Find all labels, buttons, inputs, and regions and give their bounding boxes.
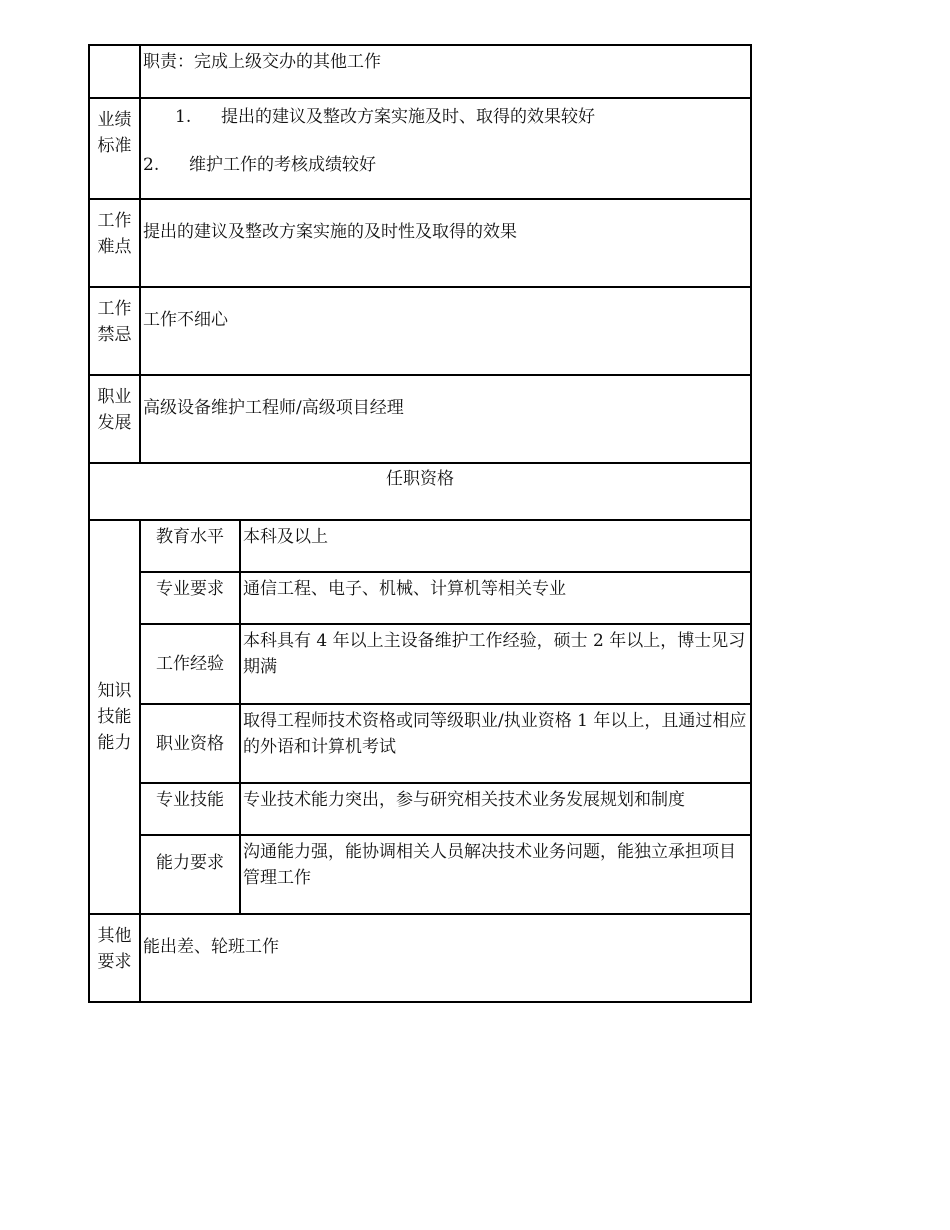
performance-row — [89, 98, 751, 199]
performance-label: 业绩标准 — [89, 98, 140, 199]
career-text: 高级设备维护工程师/高级项目经理 — [140, 375, 751, 463]
knowledge-skills-label: 知识技能能力 — [89, 520, 140, 914]
taboo-label: 工作禁忌 — [89, 287, 140, 375]
qualification-value: 专业技术能力突出，参与研究相关技术业务发展规划和制度 — [240, 783, 751, 835]
other-requirements-label: 其他要求 — [89, 914, 140, 1002]
qualification-row — [89, 783, 751, 835]
duty-row — [89, 45, 751, 98]
list-number: 2. — [143, 155, 160, 175]
qualification-row — [89, 835, 751, 914]
qualification-row — [89, 520, 751, 572]
duty-text: 职责：完成上级交办的其他工作 — [140, 45, 751, 98]
duty-label — [89, 45, 140, 98]
performance-list — [140, 98, 751, 199]
qualification-label: 工作经验 — [140, 624, 240, 704]
career-row — [89, 375, 751, 463]
list-item — [143, 104, 748, 130]
other-requirements-row — [89, 914, 751, 1002]
qualification-label: 专业要求 — [140, 572, 240, 624]
qualification-label: 教育水平 — [140, 520, 240, 572]
list-item — [143, 152, 748, 178]
qualification-row — [89, 572, 751, 624]
qualification-label: 专业技能 — [140, 783, 240, 835]
qualification-value: 通信工程、电子、机械、计算机等相关专业 — [240, 572, 751, 624]
list-number: 1. — [175, 107, 192, 127]
qualification-value: 本科具有 4 年以上主设备维护工作经验，硕士 2 年以上，博士见习期满 — [240, 624, 751, 704]
difficulty-row — [89, 199, 751, 287]
qualification-value: 本科及以上 — [240, 520, 751, 572]
other-requirements-text: 能出差、轮班工作 — [140, 914, 751, 1002]
career-label: 职业发展 — [89, 375, 140, 463]
qualifications-header-row — [89, 463, 751, 520]
job-description-table — [88, 44, 752, 1003]
taboo-row — [89, 287, 751, 375]
qualification-label: 能力要求 — [140, 835, 240, 914]
qualification-value: 沟通能力强，能协调相关人员解决技术业务问题，能独立承担项目管理工作 — [240, 835, 751, 914]
qualification-row — [89, 624, 751, 704]
qualification-value: 取得工程师技术资格或同等级职业/执业资格 1 年以上，且通过相应的外语和计算机考试 — [240, 704, 751, 783]
difficulty-text: 提出的建议及整改方案实施的及时性及取得的效果 — [140, 199, 751, 287]
section-title: 任职资格 — [89, 463, 751, 520]
qualification-row — [89, 704, 751, 783]
taboo-text: 工作不细心 — [140, 287, 751, 375]
difficulty-label: 工作难点 — [89, 199, 140, 287]
list-text: 维护工作的考核成绩较好 — [189, 155, 376, 175]
qualification-label: 职业资格 — [140, 704, 240, 783]
list-text: 提出的建议及整改方案实施及时、取得的效果较好 — [221, 107, 595, 127]
